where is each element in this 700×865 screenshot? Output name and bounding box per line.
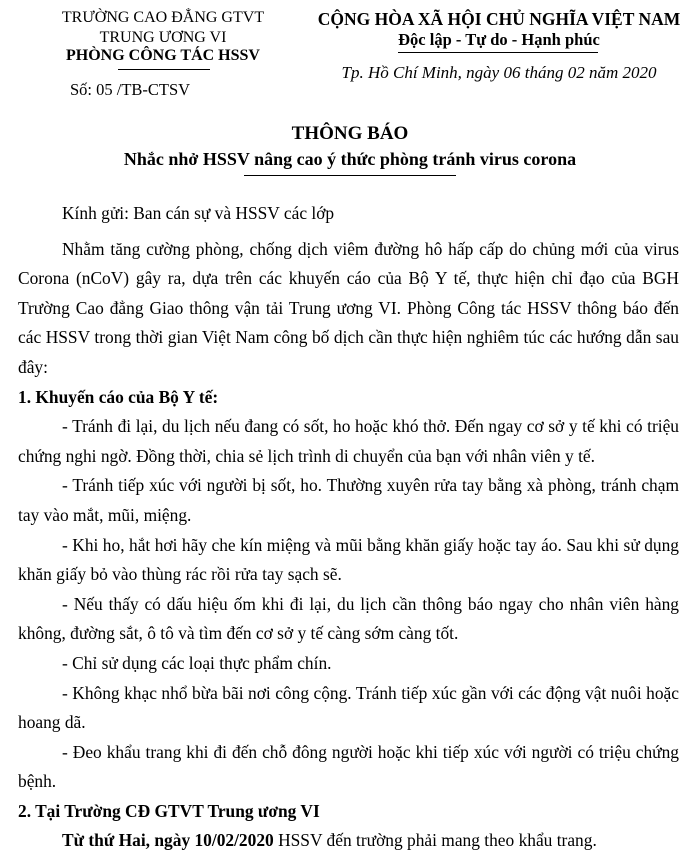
intro-paragraph: Nhằm tăng cường phòng, chống dịch viêm đường hô hấp cấp do chủng mới của virus Corona (nCoV) gây ra, dựa trên các khuyến cáo của Bộ Y tế, thực hiện chỉ đạo của BGH Trường Cao đẳng Giao thông vận tải Trung ương VI. Phòng Công tác HSSV thông báo đến các HSSV trong thời gian Việt Nam công bố dịch cần thực hiện nghiêm túc các hướng dẫn sau đây: [18, 238, 679, 377]
advice-item-7: - Đeo khẩu trang khi đi đến chỗ đông người hoặc khi tiếp xúc với người có triệu chứng bệnh. [18, 741, 679, 792]
document-body [18, 199, 679, 856]
section-2-text: HSSV đến trường phải mang theo khẩu trang. [273, 830, 597, 851]
advice-item-4: - Nếu thấy có dấu hiệu ốm khi đi lại, du lịch cần thông báo ngay cho nhân viên hàng không, đường sắt, ô tô và tìm đến cơ sở y tế càng sớm càng tốt. [18, 593, 679, 644]
org-department-name: PHÒNG CÔNG TÁC HSSV [66, 47, 260, 64]
place-date: Tp. Hồ Chí Minh, ngày 06 tháng 02 năm 2020 [341, 63, 657, 82]
national-title: CỘNG HÒA XÃ HỘI CHỦ NGHĨA VIỆT NAM [317, 9, 681, 29]
section-2-paragraph [18, 826, 679, 856]
effective-date: Từ thứ Hai, ngày 10/02/2020 [62, 830, 274, 851]
advice-item-3: - Khi ho, hắt hơi hãy che kín miệng và mũi bằng khăn giấy hoặc tay áo. Sau khi sử dụng khăn giấy bỏ vào thùng rác rồi rửa tay sạch sẽ. [18, 534, 679, 585]
org-parent-name: TRƯỜNG CAO ĐẲNG GTVT [61, 9, 265, 26]
org-parent-region: TRUNG ƯƠNG VI [99, 29, 227, 46]
advice-item-1: - Tránh đi lại, du lịch nếu đang có sốt, ho hoặc khó thở. Đến ngay cơ sở y tế khi có triệu chứng nghi ngờ. Đồng thời, chia sẻ lịch trình di chuyển của bạn với nhân viên y tế. [18, 416, 679, 466]
motto-underline [398, 52, 598, 53]
advice-item-5: - Chỉ sử dụng các loại thực phẩm chín. [62, 652, 332, 673]
advice-item-6: - Không khạc nhổ bừa bãi nơi công cộng. Tránh tiếp xúc gần với các động vật nuôi hoặc hoang dã. [18, 682, 679, 733]
title-underline [244, 175, 456, 176]
org-underline [118, 69, 210, 70]
document-number: Số: 05 /TB-CTSV [70, 80, 191, 99]
recipient-line: Kính gửi: Ban cán sự và HSSV các lớp [62, 203, 335, 223]
section-1-heading: 1. Khuyến cáo của Bộ Y tế: [18, 386, 219, 407]
national-motto: Độc lập - Tự do - Hạnh phúc [398, 30, 600, 49]
document-title: THÔNG BÁO [291, 123, 409, 144]
document-subtitle: Nhắc nhở HSSV nâng cao ý thức phòng tránh virus corona [123, 149, 577, 169]
section-2-heading: 2. Tại Trường CĐ GTVT Trung ương VI [18, 800, 320, 821]
advice-item-2: - Tránh tiếp xúc với người bị sốt, ho. Thường xuyên rửa tay bằng xà phòng, tránh chạm tay vào mắt, mũi, miệng. [18, 475, 679, 525]
